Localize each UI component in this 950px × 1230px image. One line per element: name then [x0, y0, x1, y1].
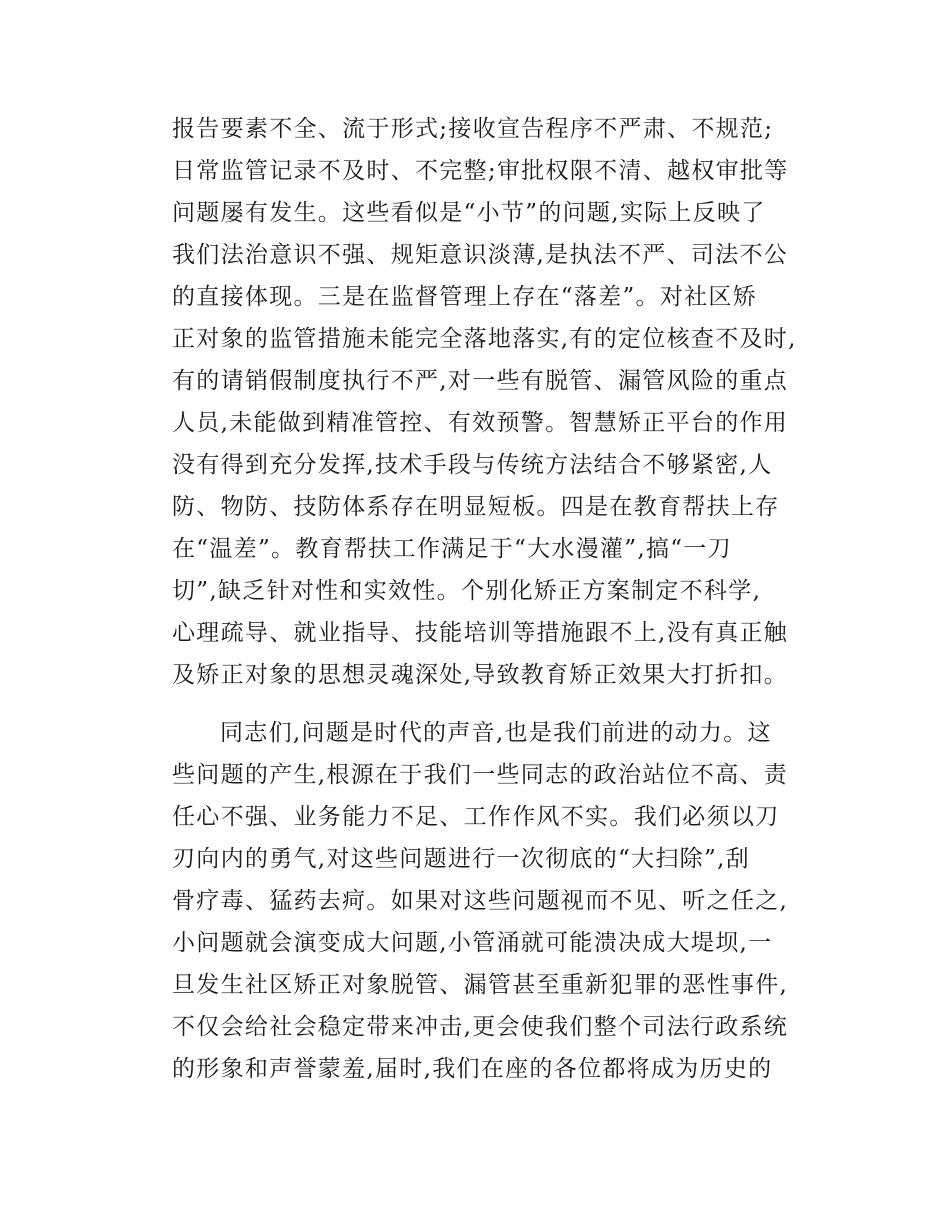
text-line: 任心不强、业务能力不足、工作作风不实。我们必须以刀	[172, 804, 780, 830]
text-line: 在“温差”。教育帮扶工作满足于“大水漫灌”,搞“一刀	[172, 536, 732, 562]
text-line: 不仅会给社会稳定带来冲击,更会使我们整个司法行政系统	[172, 1014, 789, 1040]
text-line: 切”,缺乏针对性和实效性。个别化矫正方案制定不科学,	[172, 578, 762, 604]
paragraph-gap	[172, 696, 812, 712]
paragraph-2	[172, 712, 812, 1090]
text-line: 些问题的产生,根源在于我们一些同志的政治站位不高、责	[172, 762, 789, 788]
text-line: 同志们,问题是时代的声音,也是我们前进的动力。这	[220, 720, 772, 746]
text-line: 防、物防、技防体系存在明显短板。四是在教育帮扶上存	[172, 494, 780, 520]
text-line: 日常监管记录不及时、不完整;审批权限不清、越权审批等	[172, 158, 789, 184]
text-line: 骨疗毒、猛药去疴。如果对这些问题视而不见、听之任之,	[172, 888, 789, 914]
document-body	[172, 108, 812, 1090]
text-line: 的形象和声誉蒙羞,届时,我们在座的各位都将成为历史的	[172, 1056, 773, 1082]
text-line: 旦发生社区矫正对象脱管、漏管甚至重新犯罪的恶性事件,	[172, 972, 789, 998]
text-line: 及矫正对象的思想灵魂深处,导致教育矫正效果大打折扣。	[172, 662, 789, 688]
text-line: 问题屡有发生。这些看似是“小节”的问题,实际上反映了	[172, 200, 766, 226]
text-line: 小问题就会演变成大问题,小管涌就可能溃决成大堤坝,一	[172, 930, 773, 956]
text-line: 刃向内的勇气,对这些问题进行一次彻底的“大扫除”,刮	[172, 846, 750, 872]
text-line: 我们法治意识不强、规矩意识淡薄,是执法不严、司法不公	[172, 242, 789, 268]
paragraph-1	[172, 108, 812, 696]
text-line: 正对象的监管措施未能完全落地落实,有的定位核查不及时,	[172, 326, 797, 352]
text-line: 报告要素不全、流于形式;接收宣告程序不严肃、不规范;	[172, 116, 774, 142]
text-line: 没有得到充分发挥,技术手段与传统方法结合不够紧密,人	[172, 452, 773, 478]
text-line: 的直接体现。三是在监督管理上存在“落差”。对社区矫	[172, 284, 758, 310]
text-line: 人员,未能做到精准管控、有效预警。智慧矫正平台的作用	[172, 410, 789, 436]
text-line: 有的请销假制度执行不严,对一些有脱管、漏管风险的重点	[172, 368, 789, 394]
text-line: 心理疏导、就业指导、技能培训等措施跟不上,没有真正触	[172, 620, 789, 646]
